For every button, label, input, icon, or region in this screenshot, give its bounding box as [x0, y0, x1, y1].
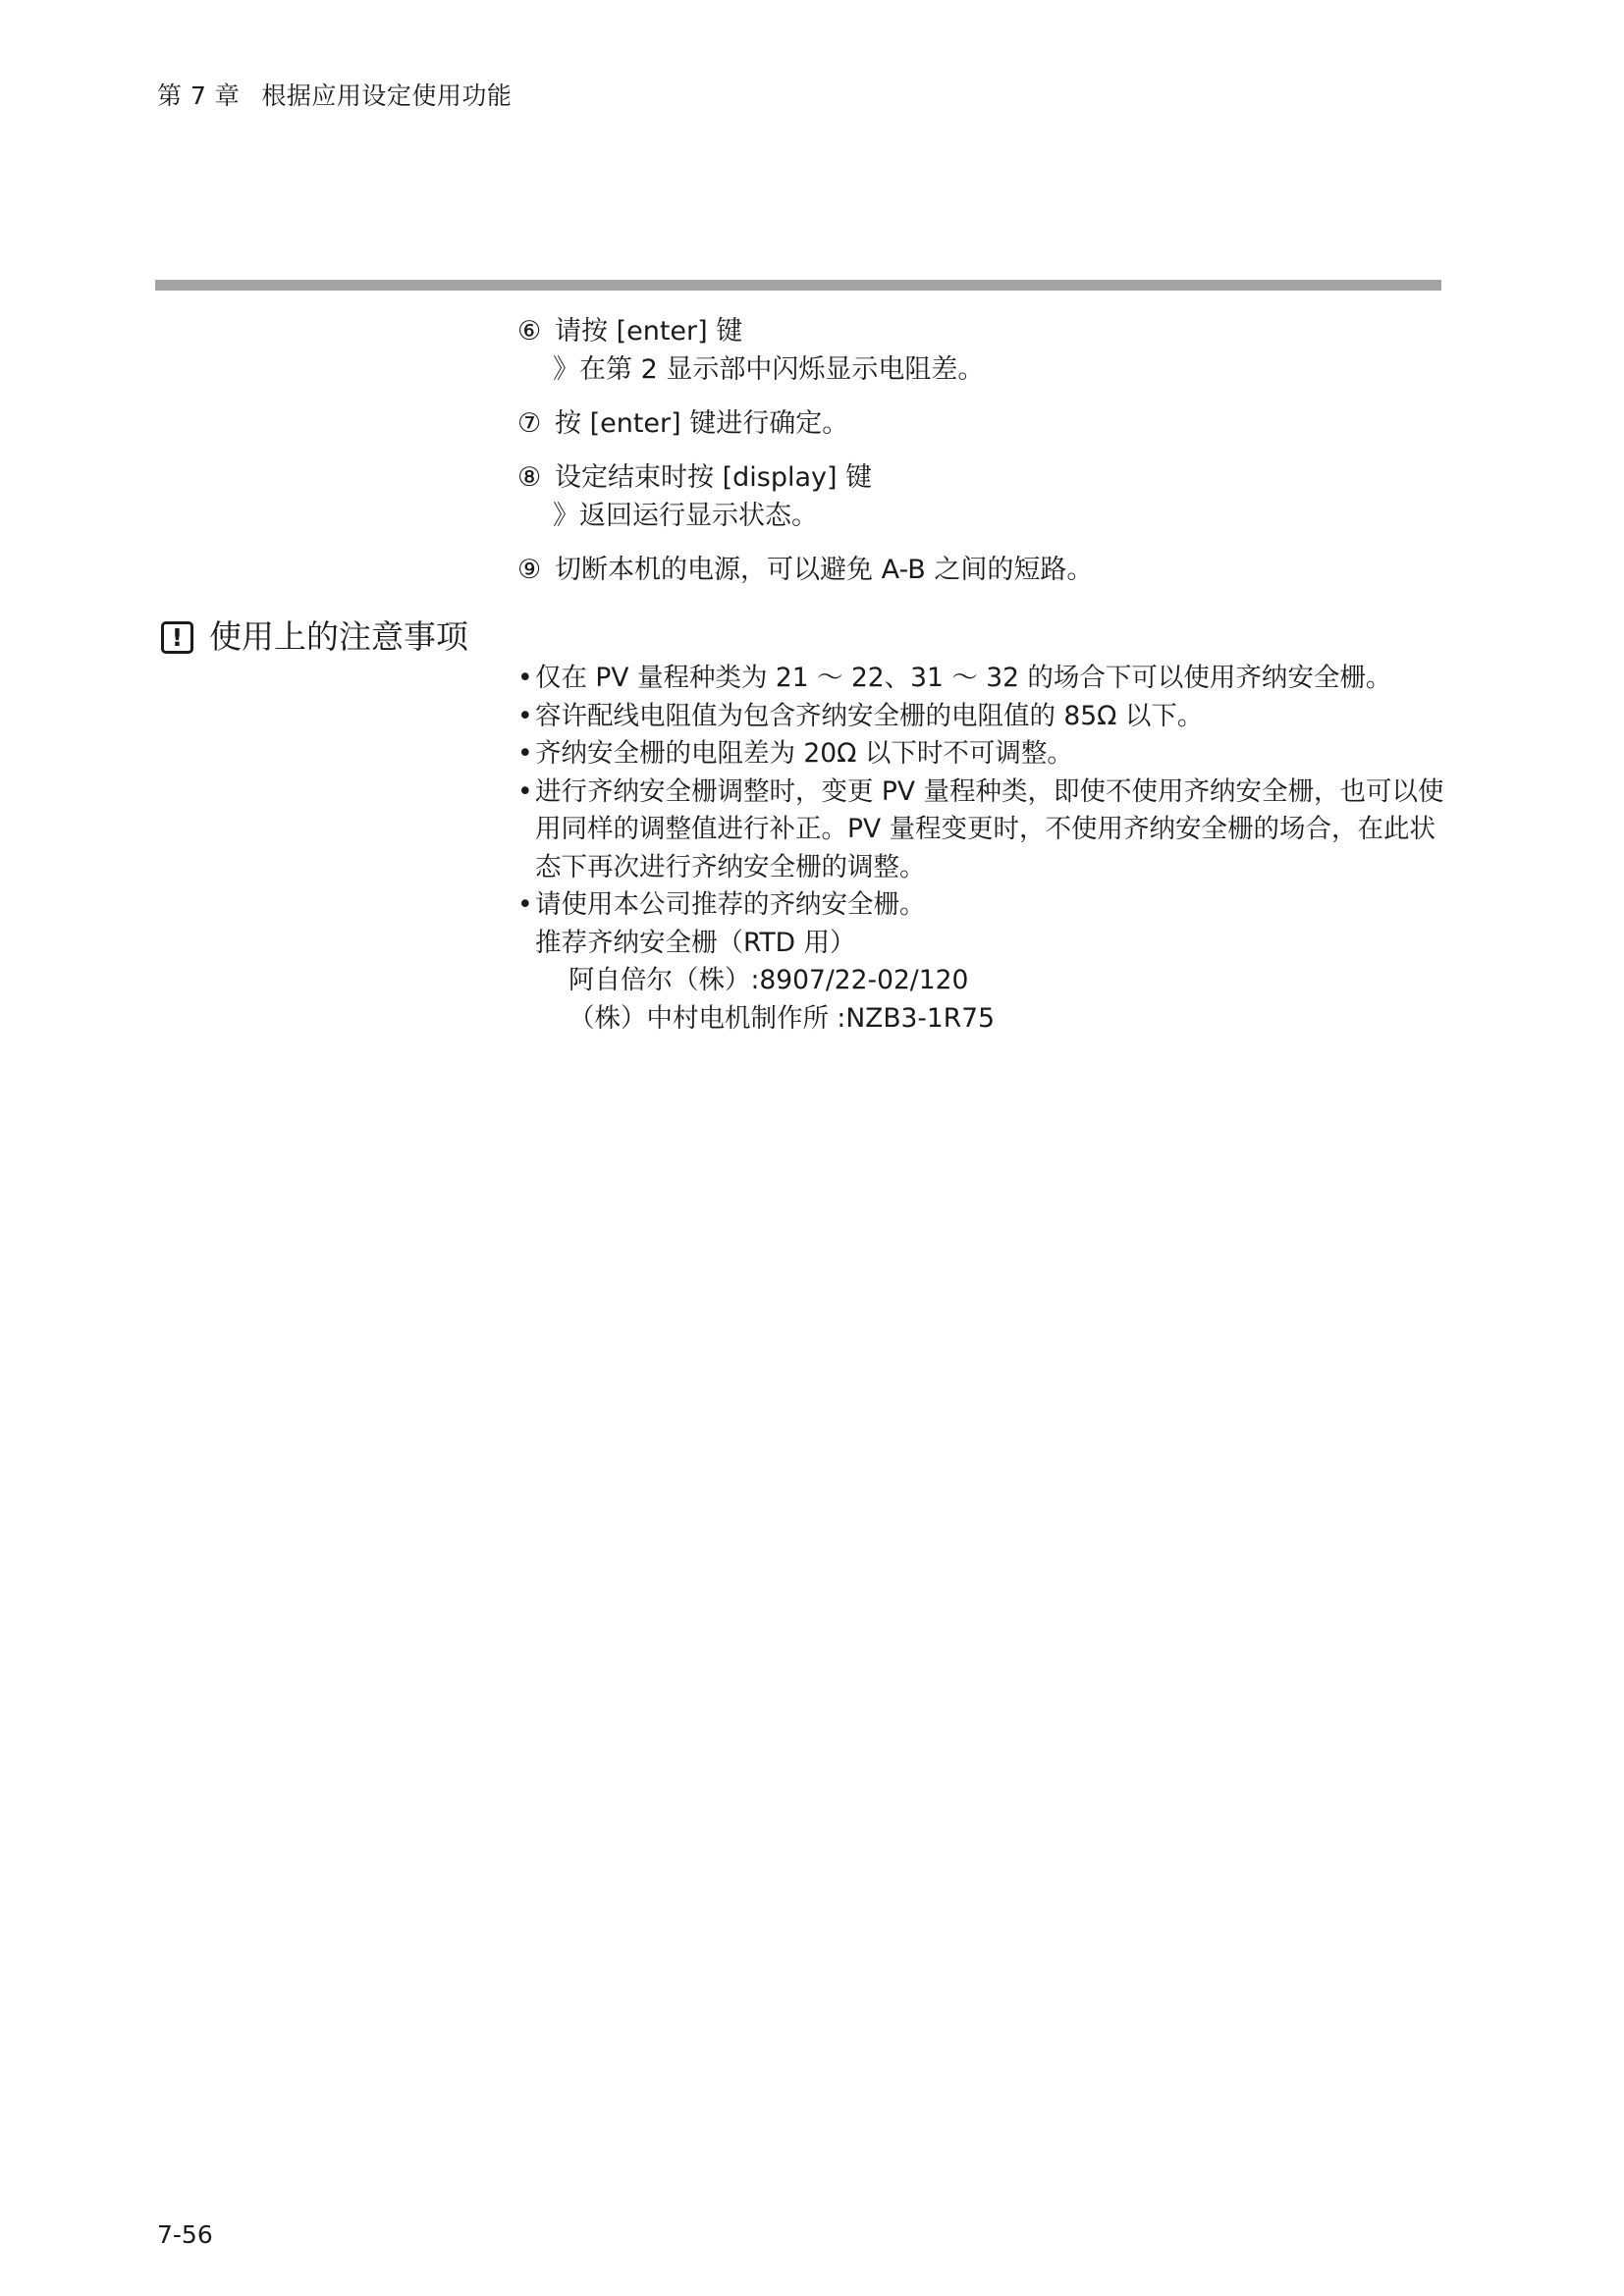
step-text: 切断本机的电源，可以避免 A-B 之间的短路。 — [555, 555, 1094, 585]
step-result: 》在第 2 显示部中闪烁显示电阻差。 — [553, 354, 985, 385]
caution-heading — [161, 616, 468, 658]
step-number: ⑨ — [517, 555, 542, 585]
step-text: 请按 [enter] 键 — [555, 316, 743, 347]
caution-title-text: 使用上的注意事项 — [209, 617, 468, 656]
recommended-item: 阿自倍尔（株）:8907/22-02/120 — [568, 965, 969, 995]
step-8 — [517, 458, 1450, 535]
note-text: 齐纳安全栅的电阻差为 20Ω 以下时不可调整。 — [535, 738, 1073, 769]
step-number: ⑥ — [517, 316, 542, 347]
step-number: ⑧ — [517, 462, 542, 493]
step-result: 》返回运行显示状态。 — [553, 501, 818, 531]
note-item: • 齐纳安全栅的电阻差为 20Ω 以下时不可调整。 — [517, 738, 1073, 769]
note-item: • 进行齐纳安全栅调整时，变更 PV 量程种类，即使不使用齐纳安全栅，也可以使用同样的调整值进行补正。PV 量程变更时，不使用齐纳安全栅的场合，在此状态下再次进行齐纳安全栅的调整。 — [517, 775, 1444, 882]
recommended-item: （株）中村电机制作所 :NZB3-1R75 — [568, 1002, 995, 1034]
page-header — [157, 77, 512, 112]
step-number: ⑦ — [517, 408, 542, 439]
note-text: 仅在 PV 量程种类为 21 ～ 22、31 ～ 32 的场合下可以使用齐纳安全栅。 — [535, 663, 1392, 693]
note-text: 请使用本公司推荐的齐纳安全栅。 — [535, 889, 926, 920]
note-text: 容许配线电阻值为包含齐纳安全栅的电阻值的 85Ω 以下。 — [535, 700, 1204, 731]
caution-notes — [517, 660, 1450, 1038]
step-7 — [517, 404, 1450, 443]
chapter-title: 根据应用设定使用功能 — [261, 81, 513, 110]
chapter-label: 第 7 章 — [157, 81, 241, 110]
recommended-heading: 推荐齐纳安全栅（RTD 用） — [535, 927, 856, 958]
step-9 — [517, 551, 1450, 589]
page-number: 7-56 — [157, 2220, 213, 2249]
step-6 — [517, 312, 1450, 389]
step-text: 设定结束时按 [display] 键 — [555, 462, 873, 493]
note-item: • 仅在 PV 量程种类为 21 ～ 22、31 ～ 32 的场合下可以使用齐纳安全栅。 — [517, 663, 1392, 693]
procedure-steps — [517, 312, 1450, 605]
step-text: 按 [enter] 键进行确定。 — [555, 408, 849, 439]
note-text: 进行齐纳安全栅调整时，变更 PV 量程种类，即使不使用齐纳安全栅，也可以使用同样的调整值进行补正。PV 量程变更时，不使用齐纳安全栅的场合，在此状态下再次进行齐纳安全栅的调整。 — [535, 775, 1444, 882]
note-item: • 请使用本公司推荐的齐纳安全栅。 — [517, 889, 926, 920]
caution-icon: ! — [161, 621, 193, 654]
note-item: • 容许配线电阻值为包含齐纳安全栅的电阻值的 85Ω 以下。 — [517, 700, 1204, 731]
section-divider — [155, 280, 1441, 291]
